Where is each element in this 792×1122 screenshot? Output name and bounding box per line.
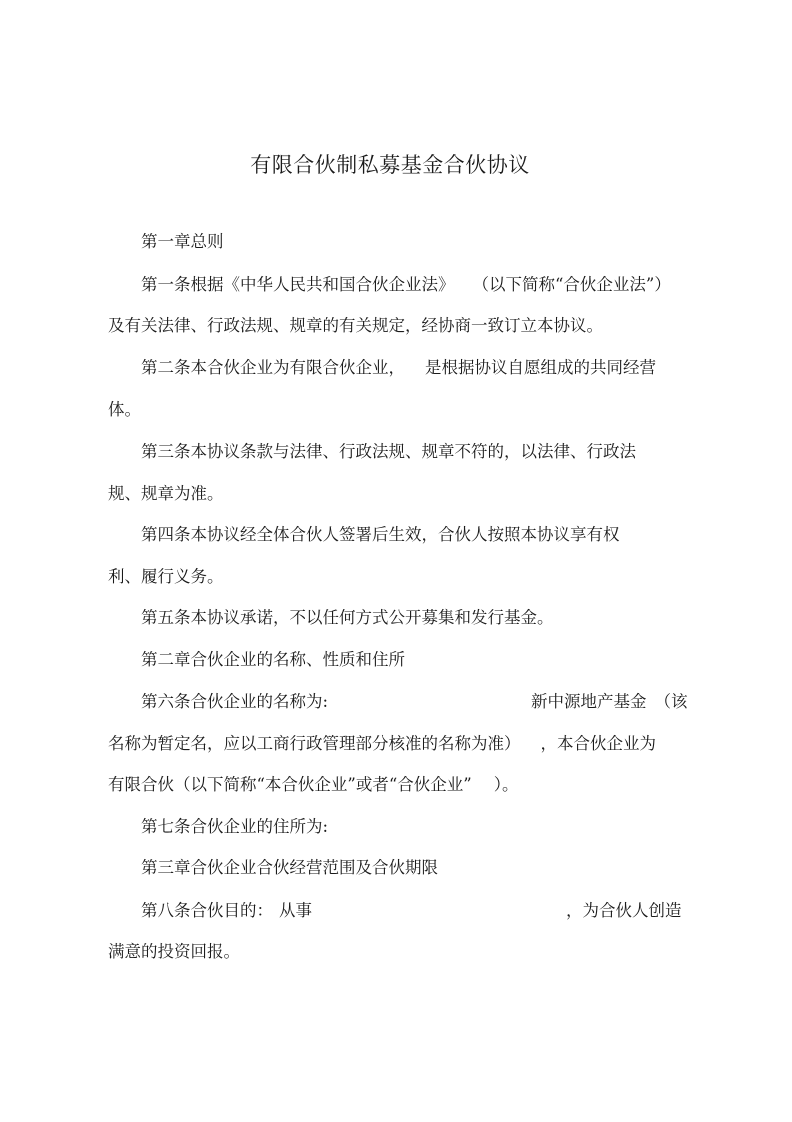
article-6-line-2-text: 名称为暂定名，应以工商行政管理部分核准的名称为准） xyxy=(108,734,521,753)
article-4-line-1: 第四条本协议经全体合伙人签署后生效，合伙人按照本协议享有权 xyxy=(141,525,620,544)
article-6-line-3 xyxy=(108,773,519,797)
article-2-description: 是根据协议自愿组成的共同经营 xyxy=(425,358,656,377)
article-6-line-2 xyxy=(108,732,656,756)
article-6-fund-name xyxy=(531,690,688,714)
article-1-line-1 xyxy=(141,273,671,297)
article-1-line-2: 及有关法律、行政法规、规章的有关规定，经协商一致订立本协议。 xyxy=(108,316,603,335)
chapter-1-heading: 第一章总则 xyxy=(141,232,224,251)
article-2-line-2: 体。 xyxy=(108,400,141,419)
article-7: 第七条合伙企业的住所为: xyxy=(141,817,329,836)
chapter-2-heading: 第二章合伙企业的名称、性质和住所 xyxy=(141,650,405,669)
article-6-paren: （该 xyxy=(654,692,688,711)
article-1-text: 第一条根据《中华人民共和国合伙企业法》 xyxy=(141,275,455,294)
article-6-line-3-tail: ）。 xyxy=(493,775,519,794)
fund-name: 新中源地产基金 xyxy=(531,692,647,711)
article-3-line-1: 第三条本协议条款与法律、行政法规、规章不符的，以法律、行政法 xyxy=(141,442,636,461)
article-4-line-2: 利、履行义务。 xyxy=(108,567,224,586)
article-8-engage: 从事 xyxy=(279,901,312,920)
article-8-tail: ，为合伙人创造 xyxy=(566,901,682,920)
article-6-label: 第六条合伙企业的名称为: xyxy=(141,692,329,711)
article-3-line-2: 规、规章为准。 xyxy=(108,484,224,503)
article-1-abbreviation: （以下简称“合伙企业法”） xyxy=(472,275,671,294)
document-title: 有限合伙制私募基金合伙协议 xyxy=(250,153,530,177)
article-2-line-1 xyxy=(141,356,656,380)
article-6-line-2-tail: ，本合伙企业为 xyxy=(540,734,656,753)
article-8-label-text: 第八条合伙目的： xyxy=(141,901,273,920)
article-8-label xyxy=(141,899,312,923)
chapter-3-heading: 第三章合伙企业合伙经营范围及合伙期限 xyxy=(141,858,438,877)
article-6-line-3-text: 有限合伙（以下简称“本合伙企业”或者“合伙企业” xyxy=(108,775,472,794)
article-8-line-2: 满意的投资回报。 xyxy=(108,942,240,961)
article-5: 第五条本协议承诺，不以任何方式公开募集和发行基金。 xyxy=(141,608,554,627)
article-2-text: 第二条本合伙企业为有限合伙企业， xyxy=(141,358,405,377)
